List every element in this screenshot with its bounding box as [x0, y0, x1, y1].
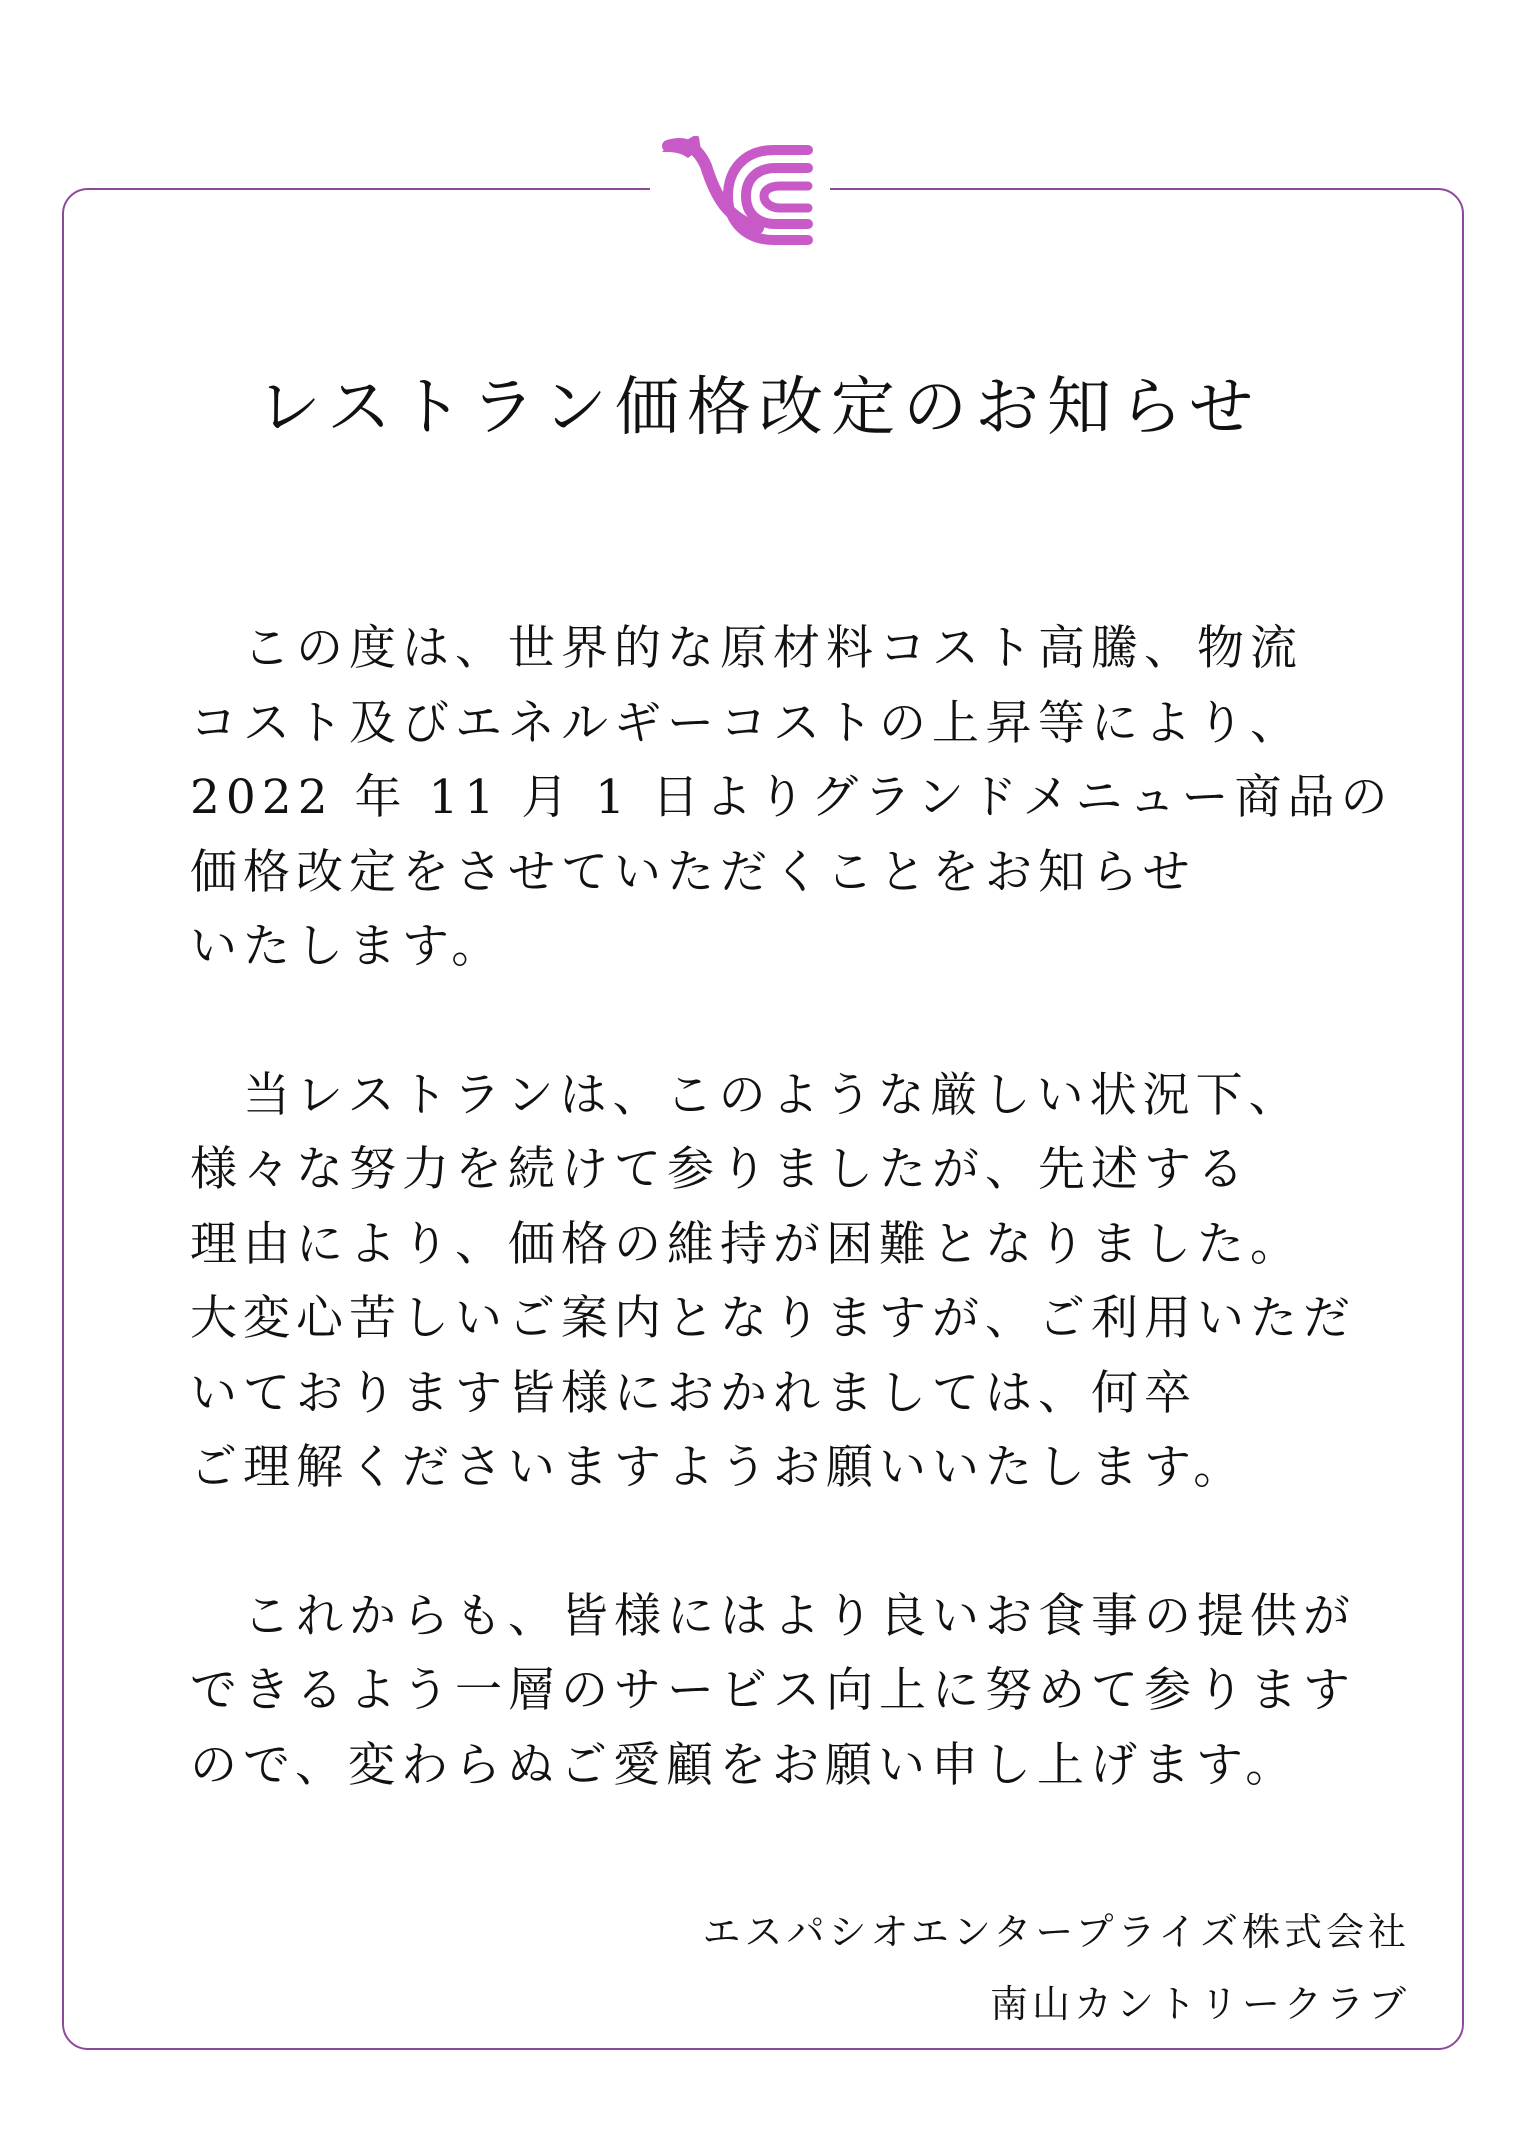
body-line: ご理解くださいますようお願いいたします。	[190, 1440, 1247, 1495]
body-line: 価格改定をさせていただくことをお知らせ	[190, 844, 1196, 900]
signature-block	[702, 1896, 1410, 2040]
paragraph-2	[190, 1059, 1390, 1506]
notice-title: レストラン価格改定のお知らせ	[256, 371, 1262, 445]
paragraph-1	[190, 612, 1394, 985]
notice-body	[190, 612, 1394, 1877]
body-line: 当レストランは、このような厳しい状況下、	[190, 1067, 1302, 1123]
body-line: いたします。	[190, 919, 505, 974]
club-emblem-icon	[662, 136, 822, 260]
body-line: 様々な努力を続けて参りましたが、先述する	[190, 1142, 1250, 1197]
body-line: ので、変わらぬご愛顧をお願い申し上げます。	[190, 1737, 1299, 1793]
body-line: 大変心苦しいご案内となりますが、ご利用いただ	[190, 1291, 1356, 1346]
body-line: コスト及びエネルギーコストの上昇等により、	[190, 695, 1303, 751]
body-line: 理由により、価格の維持が困難となりました。	[190, 1216, 1303, 1272]
body-line: この度は、世界的な原材料コスト高騰、物流	[190, 621, 1303, 676]
body-line: できるよう一層のサービス向上に努めて参ります	[190, 1663, 1356, 1718]
body-line: いております皆様におかれましては、何卒	[190, 1365, 1197, 1421]
body-line: 2022 年 11 月 1 日よりグランドメニュー商品の	[190, 770, 1394, 825]
body-line: これからも、皆様にはより良いお食事の提供が	[190, 1588, 1356, 1644]
company-name: エスパシオエンタープライズ株式会社	[702, 1910, 1410, 1954]
club-name: 南山カントリークラブ	[989, 1982, 1410, 2026]
paragraph-3	[190, 1580, 1390, 1804]
